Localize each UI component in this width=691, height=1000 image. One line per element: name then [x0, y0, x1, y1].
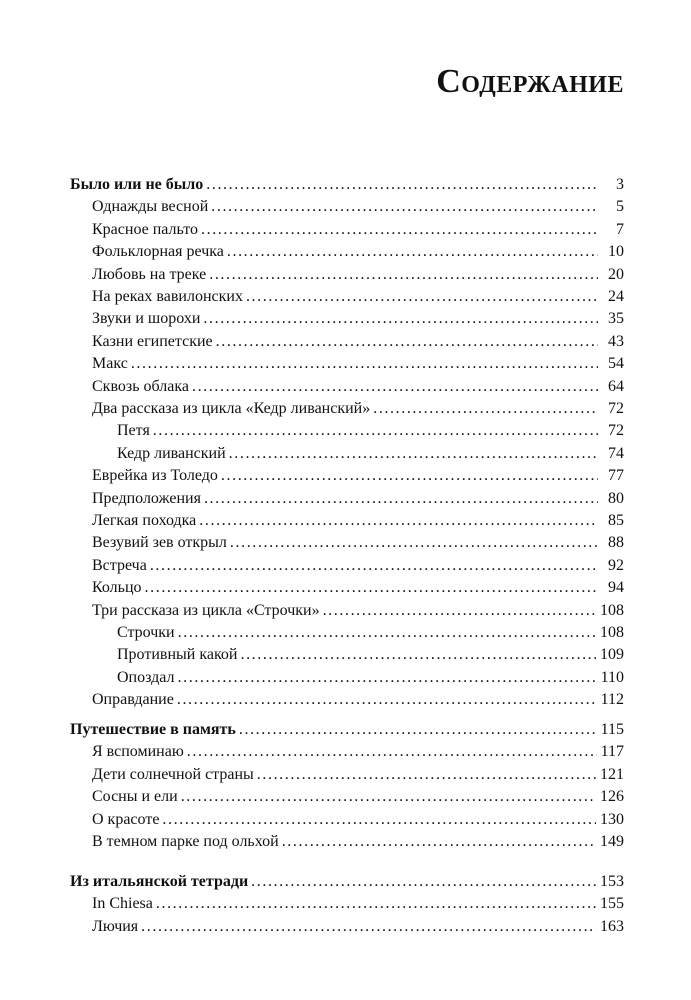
toc-leader-dots	[178, 667, 597, 689]
toc-leader-dots	[216, 331, 598, 353]
toc-leader-dots	[199, 510, 598, 532]
toc-entry-title: Было или не было	[70, 176, 204, 193]
toc-page-number: 72	[608, 422, 624, 440]
toc-entry-title: Сосны и ели	[92, 788, 178, 806]
toc-entry-title: Опоздал	[117, 668, 175, 686]
toc-page-number: 64	[608, 377, 624, 395]
toc-leader-dots	[131, 353, 598, 375]
toc-entry-title: Любовь на треке	[92, 265, 207, 283]
toc-entry-title: Сквозь облака	[92, 377, 189, 395]
toc-entry-title: Еврейка из Толедо	[92, 467, 218, 485]
toc-page-number: 85	[608, 512, 624, 529]
toc-entry	[92, 241, 624, 263]
toc-entry	[117, 622, 624, 644]
toc-leader-dots	[201, 219, 598, 241]
toc-entry	[117, 420, 624, 442]
toc-page-number: 80	[608, 489, 624, 507]
toc-entry-title: Фольклорная речка	[92, 243, 224, 261]
toc-page-number: 43	[608, 332, 624, 350]
toc-leader-dots	[251, 871, 596, 893]
toc-leader-dots	[240, 644, 596, 666]
toc-entry	[92, 600, 624, 622]
toc-entry-title: Казни египетские	[92, 332, 213, 350]
toc-entry-title: Три рассказа из цикла «Строчки»	[92, 601, 320, 619]
toc-page-number: 88	[608, 534, 624, 552]
toc-section	[70, 871, 624, 893]
toc-page-number: 163	[600, 917, 624, 935]
toc-leader-dots	[177, 689, 597, 711]
toc-entry	[92, 465, 624, 487]
toc-entry	[92, 219, 624, 241]
toc-entry-title: Звуки и шорохи	[92, 310, 201, 328]
toc-page-number: 5	[616, 198, 624, 216]
toc-entry-title: Везувий зев открыл	[92, 534, 227, 552]
toc-leader-dots	[204, 488, 598, 510]
toc-leader-dots	[239, 719, 597, 741]
toc-page-number: 92	[608, 556, 624, 574]
toc-page-number: 115	[600, 721, 624, 738]
toc-entry-title: Строчки	[117, 624, 175, 641]
toc-page-number: 10	[608, 243, 624, 261]
toc-page-number: 108	[600, 624, 624, 641]
toc-page-number: 35	[608, 310, 624, 328]
toc-page-number: 149	[600, 833, 624, 850]
toc-entry-title: Красное пальто	[92, 220, 198, 238]
toc-entry	[92, 264, 624, 286]
toc-page-number: 24	[608, 288, 624, 305]
toc-entry	[92, 308, 624, 330]
toc-entry	[92, 353, 624, 375]
toc-section	[70, 174, 624, 196]
toc-entry	[92, 286, 624, 308]
toc-page-number: 153	[600, 873, 624, 890]
toc-entry-title: Путешествие в память	[70, 721, 236, 738]
toc-page-number: 54	[608, 355, 624, 373]
toc-entry-title: Однажды весной	[92, 198, 209, 216]
toc-leader-dots	[246, 286, 598, 308]
toc-entry	[92, 532, 624, 554]
toc-page-number: 126	[600, 788, 624, 806]
toc-leader-dots	[257, 764, 596, 786]
toc-entry	[92, 331, 624, 353]
toc-entry-title: Из итальянской тетради	[70, 873, 249, 890]
toc-entry	[92, 555, 624, 577]
toc-entry-title: Петя	[117, 422, 150, 440]
toc-leader-dots	[192, 376, 598, 398]
toc-page-number: 117	[600, 743, 624, 761]
toc-leader-dots	[221, 465, 598, 487]
toc-leader-dots	[203, 308, 598, 330]
toc-entry	[92, 809, 624, 831]
toc-leader-dots	[156, 893, 596, 915]
toc-entry	[92, 398, 624, 420]
toc-entry-title: Оправдание	[92, 691, 174, 709]
toc-entry-title: Противный какой	[117, 646, 238, 664]
toc-entry-title: Макс	[92, 355, 128, 373]
toc-page-number: 112	[600, 691, 624, 709]
page-title: Содержание	[436, 63, 624, 100]
toc-entry	[117, 644, 624, 666]
toc-entry-title: Кольцо	[92, 579, 142, 597]
toc-entry-title: Легкая походка	[92, 512, 197, 529]
toc-page-number: 94	[608, 579, 624, 597]
toc-entry	[92, 893, 624, 915]
toc-leader-dots	[162, 809, 596, 831]
toc-leader-dots	[209, 264, 598, 286]
toc-page-number: 7	[616, 220, 624, 238]
toc-leader-dots	[211, 196, 598, 218]
toc-page-number: 108	[600, 601, 624, 619]
toc-entry	[92, 689, 624, 711]
toc-entry-title: Лючия	[92, 917, 139, 935]
toc-entry-title: В темном парке под ольхой	[92, 833, 279, 850]
toc-leader-dots	[181, 786, 596, 808]
toc-leader-dots	[141, 916, 596, 938]
toc-page-number: 77	[608, 467, 624, 485]
toc-page-number: 109	[600, 646, 624, 664]
toc-entry-title: In Chiesa	[92, 895, 153, 913]
toc-page-number: 155	[600, 895, 624, 913]
toc-entry	[92, 376, 624, 398]
toc-entry-title: О красоте	[92, 810, 160, 828]
toc-leader-dots	[206, 174, 598, 196]
toc-page-number: 121	[600, 765, 624, 783]
toc-leader-dots	[230, 532, 598, 554]
toc-entry	[92, 741, 624, 763]
toc-leader-dots	[150, 555, 598, 577]
toc-page-number: 110	[600, 668, 624, 686]
toc-entry-title: Предположения	[92, 489, 201, 507]
toc-entry-title: Дети солнечной страны	[92, 765, 254, 783]
toc-page-number: 3	[616, 176, 624, 193]
toc-entry	[92, 488, 624, 510]
toc-entry-title: На реках вавилонских	[92, 288, 243, 305]
toc-leader-dots	[178, 622, 596, 644]
toc-leader-dots	[153, 420, 598, 442]
toc-page-number: 130	[600, 810, 624, 828]
toc-entry	[92, 916, 624, 938]
toc-page-number: 20	[608, 265, 624, 283]
toc-leader-dots	[227, 241, 598, 263]
toc-leader-dots	[229, 443, 598, 465]
toc-leader-dots	[373, 398, 598, 420]
toc-entry	[92, 831, 624, 853]
toc-leader-dots	[323, 600, 596, 622]
toc-entry-title: Я вспоминаю	[92, 743, 184, 761]
toc-entry	[92, 196, 624, 218]
toc-entry	[92, 577, 624, 599]
toc-entry-title: Встреча	[92, 556, 147, 574]
toc-entry	[117, 667, 624, 689]
toc-leader-dots	[187, 741, 597, 763]
toc-entry	[92, 764, 624, 786]
toc-entry-title: Кедр ливанский	[117, 444, 226, 462]
toc-entry-title: Два рассказа из цикла «Кедр ливанский»	[92, 400, 371, 417]
toc-page-number: 74	[608, 444, 624, 462]
toc-section	[70, 719, 624, 741]
toc-entry	[92, 786, 624, 808]
toc-leader-dots	[145, 577, 598, 599]
toc-entry	[117, 443, 624, 465]
toc-leader-dots	[282, 831, 596, 853]
toc-page-number: 72	[608, 400, 624, 417]
toc-entry	[92, 510, 624, 532]
